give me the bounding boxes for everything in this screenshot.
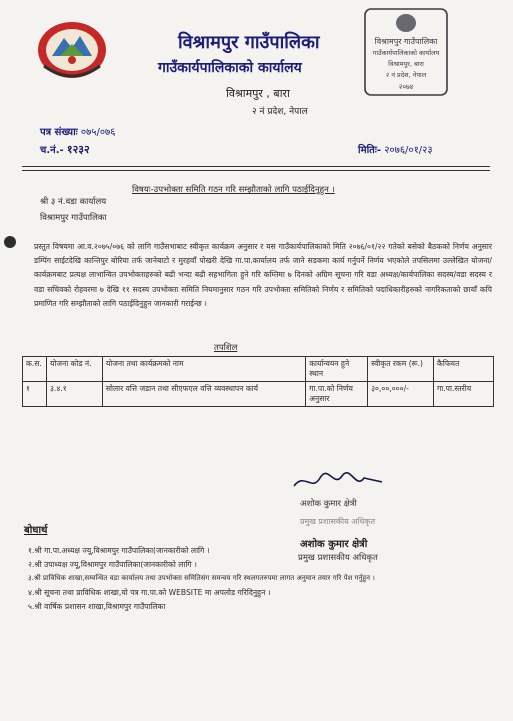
cc-heading: बोधार्थ xyxy=(24,525,48,536)
col-header: योजना तथा कार्यक्रमको नाम xyxy=(102,357,305,382)
table-cell: गा.पा.को निर्णय अनुसार xyxy=(306,382,368,407)
recipient-line-2: विश्रामपुर गाउँपालिका xyxy=(40,213,107,223)
cc-item: १.श्री गा.पा.अध्यक्ष ज्यू,विश्रामपुर गाउँपालिका(जानकारीको लागि । xyxy=(28,546,210,555)
chalani-value: १२३२ xyxy=(66,143,90,156)
office-province: २ नं प्रदेश, नेपाल xyxy=(252,107,308,117)
recipient-line-1: श्री ३ नं.वडा कार्यालय xyxy=(40,197,107,207)
seal-line-2: गाउँकार्यपालिकाको कार्यालय xyxy=(372,49,440,57)
table-cell: सोलार वत्ति जडान तथा सीएफएल वत्ति व्यवस्थापन कार्य xyxy=(102,382,305,407)
letter-subject: विषयः-उपभोक्ता समिति गठन गरि सम्झौताको लागि पठाईदिनुहुन । xyxy=(132,185,335,195)
seal-year: २०७४ xyxy=(398,83,414,91)
chalani-number xyxy=(40,142,90,157)
office-seal-stamp xyxy=(362,6,450,98)
header-divider-thin xyxy=(22,170,490,171)
nepal-emblem-icon xyxy=(34,16,110,82)
signatory-title: प्रमुख प्रशासकीय अधिकृत xyxy=(298,553,378,563)
table-cell: ३०,००,०००/- xyxy=(368,382,434,407)
date-label: मितिः- xyxy=(358,145,382,156)
table-caption: तपशिल xyxy=(214,343,238,353)
patra-value: ०७५/०७६ xyxy=(80,127,116,138)
cc-item: २.श्री उपाध्यक्ष ज्यू,विश्रामपुर गाउँपालिका(जानकारीको लागि । xyxy=(28,560,197,569)
cc-item: ५.श्री वार्षिक प्रशासन शाखा,विश्रामपुर गाउँपालिका xyxy=(28,602,166,611)
col-header: स्वीकृत रकम (रू.) xyxy=(368,357,434,382)
patra-label: पत्र संख्याः xyxy=(40,127,78,138)
col-header: योजना कोड नं. xyxy=(46,357,102,382)
table-cell: ३.४.१ xyxy=(46,382,102,407)
letter-body: प्रस्तुत विषयमा आ.व.२०७५/०७६ को लागि गाउँसभाबाट स्वीकृत कार्यक्रम अनुसार र यस गाउँकार्यपालिकाको मिति २०७६/०१/२२ गतेको बसेको बैठकको निर्णय अनुसार डम्पिंग साईटदेखि कान्तिपुर बोरिया तर्फ जानेबाटो र मुरहवाँ पोखरी देखि गा.पा.कार्यालय तर्फ जाने सडकमा कार्य गर्नुपर्ने निर्णय भएकोले तपसिलमा उल्लेखित योजना/कार्यक्रमबाट प्रत्यक्ष लाभान्वित उपभोक्ताहरुको बढी भन्दा बढी सहभागिता हुने गरि कम्तिमा ७ दिनको अग्रिम सूचना गरि वडा अध्यक्ष/कार्यपालिका सदस्य/वडा सदस्य र वडा सचिवको रोहवरमा ७ देखि ११ सदस्य उपभोक्ता समिति नियमानुसार गठन गरि उपभोक्ता समितिको निर्णय र समितिको पदाधिकारीहरुको नागरिकताको छायाँ कपि प्रमाणित गरि सम्झौताको लागि पठाईदिनुहुन जानकारी गराईन्छ । xyxy=(34,242,492,308)
col-header: कैफियत xyxy=(434,357,494,382)
cc-item: ४.श्री सूचना तथा प्राविधिक शाखा,यो पत्र गा.पा.को WEBSITE मा अपलोड गरिदिनुहुन । xyxy=(28,588,271,597)
cc-item: ३.श्री प्राविधिक शाखा,सम्वन्धित वडा कार्यालय तथा उपभोक्ता समितिसंग समन्वय गरि स्थलगतरुपमा लागत अनुमान तयार गरि पेश गर्नुहुन । xyxy=(28,574,375,582)
date-value: २०७६/०१/२३ xyxy=(384,145,433,156)
signatory-name: अशोक कुमार क्षेत्री xyxy=(300,539,368,550)
seal-line-1: विश्रामपुर गाउँपालिका xyxy=(374,37,438,46)
table-cell: १ xyxy=(23,382,47,407)
signatory-sig-name: अशोक कुमार क्षेत्री xyxy=(300,499,357,509)
punch-hole xyxy=(4,236,16,248)
signature-scribble xyxy=(290,468,390,494)
seal-line-3: विश्रामपुर, बारा xyxy=(388,60,424,68)
table-row xyxy=(23,382,494,407)
patra-sankhya xyxy=(40,124,115,138)
signatory-faint-title: प्रमुख प्रशासकीय अधिकृत xyxy=(300,517,376,526)
col-header: क.स. xyxy=(23,357,47,382)
chalani-label: च.नं.- xyxy=(40,145,64,156)
col-header: कार्यान्वयन हुने स्थान xyxy=(306,357,368,382)
office-subtitle: गाउँकार्यपालिकाको कार्यालय xyxy=(158,60,302,76)
table-cell: गा.पा.स्तरीय xyxy=(434,382,494,407)
office-name: विश्रामपुर गाउँपालिका xyxy=(178,32,320,53)
office-address: विश्रामपुर , बारा xyxy=(226,87,290,100)
header-divider xyxy=(22,166,490,167)
seal-line-4: २ नं प्रदेश, नेपाल xyxy=(385,71,427,79)
project-table xyxy=(22,356,494,407)
letter-date xyxy=(358,142,433,156)
table-header-row xyxy=(23,357,494,382)
